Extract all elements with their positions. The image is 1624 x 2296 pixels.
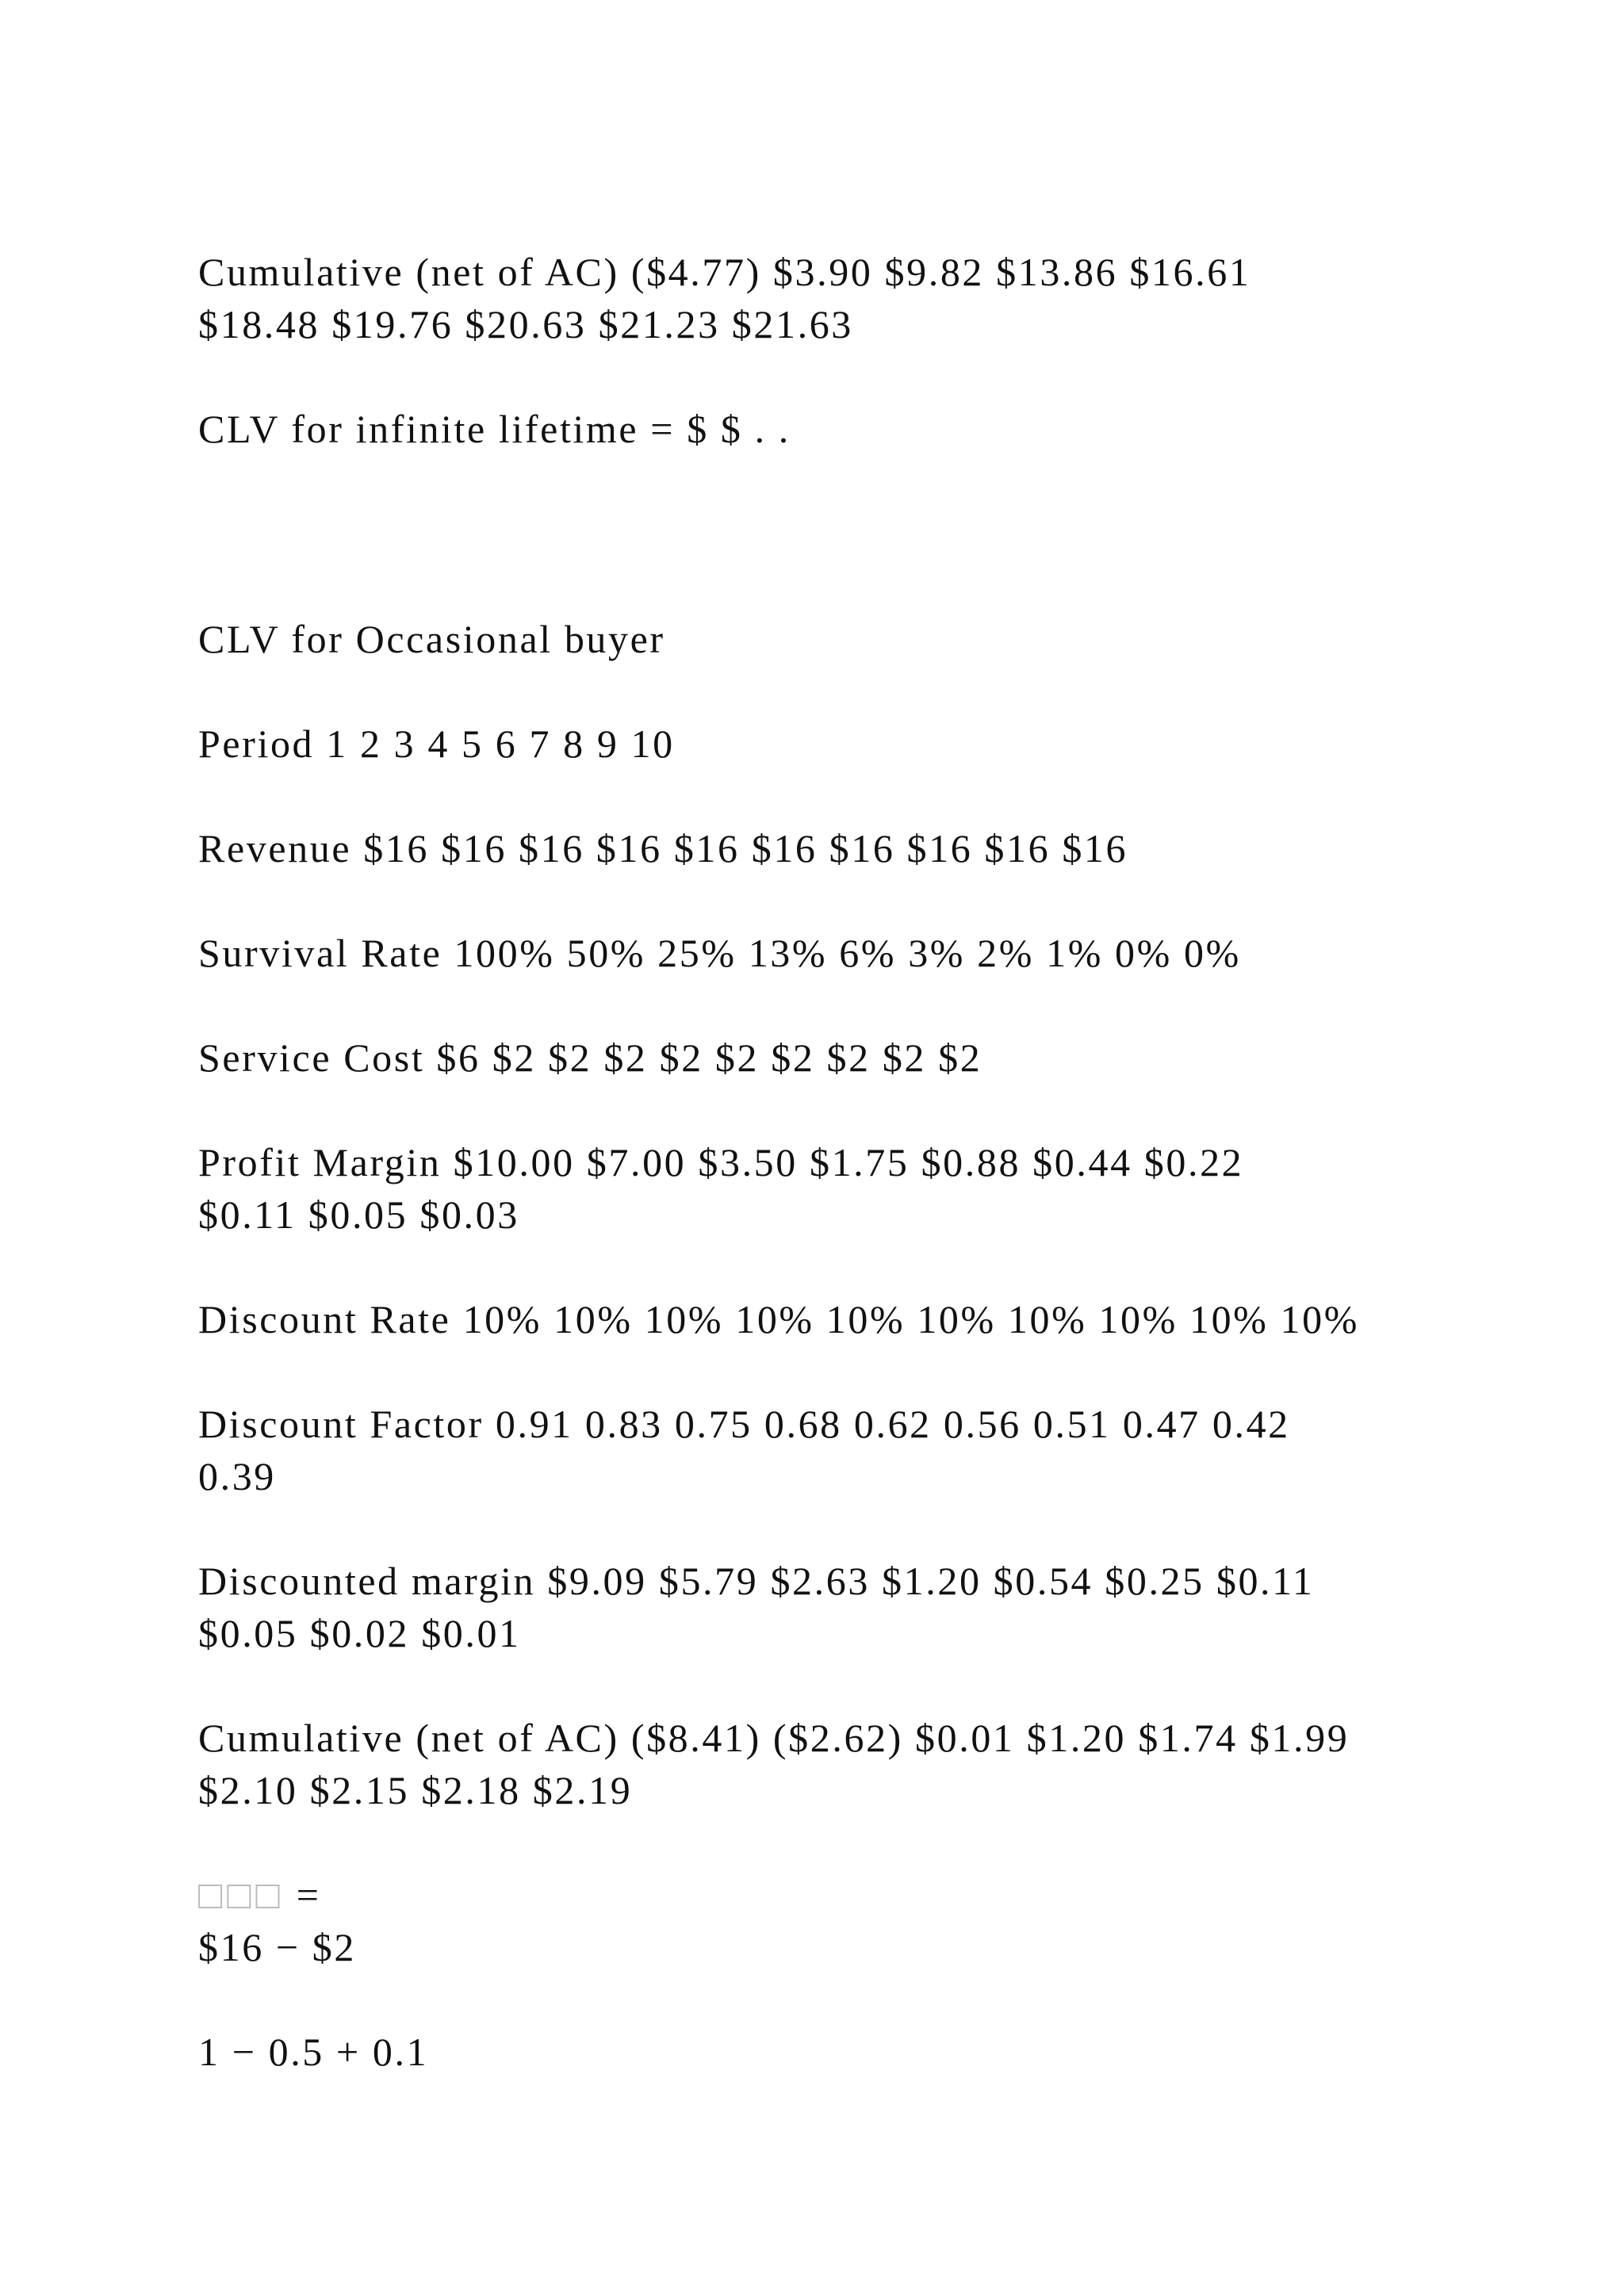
service-cost-row: Service Cost $6 $2 $2 $2 $2 $2 $2 $2 $2 $2	[198, 1035, 982, 1080]
clv-infinite-paragraph	[198, 403, 1467, 455]
discount-factor-line-2: 0.39	[198, 1454, 276, 1498]
formula-equals: =	[284, 1873, 321, 1917]
discount-factor-paragraph	[198, 1398, 1467, 1502]
cumulative-top-line-1: Cumulative (net of AC) ($4.77) $3.90 $9.82 $13.86 $16.61	[198, 250, 1251, 294]
discounted-margin-line-2: $0.05 $0.02 $0.01	[198, 1611, 521, 1655]
survival-paragraph	[198, 927, 1467, 979]
document-body	[198, 246, 1467, 2130]
discount-rate-row: Discount Rate 10% 10% 10% 10% 10% 10% 10% 10% 10% 10%	[198, 1297, 1359, 1341]
discount-rate-paragraph	[198, 1293, 1467, 1345]
discounted-margin-line-1: Discounted margin $9.09 $5.79 $2.63 $1.20 $0.54 $0.25 $0.11	[198, 1559, 1315, 1603]
cumulative-bottom-paragraph	[198, 1712, 1467, 1816]
formula-placeholder-glyphs: □□□	[198, 1873, 285, 1917]
formula-denominator: 1 − 0.5 + 0.1	[198, 2030, 429, 2074]
discounted-margin-paragraph	[198, 1555, 1467, 1659]
profit-margin-line-2: $0.11 $0.05 $0.03	[198, 1192, 519, 1237]
formula-lhs-line	[198, 1869, 1467, 1921]
survival-rate-row: Survival Rate 100% 50% 25% 13% 6% 3% 2% 1% 0% 0%	[198, 931, 1241, 975]
cumulative-bottom-line-1: Cumulative (net of AC) ($8.41) ($2.62) $0.01 $1.20 $1.74 $1.99	[198, 1716, 1350, 1760]
period-row: Period 1 2 3 4 5 6 7 8 9 10	[198, 721, 675, 766]
cumulative-bottom-line-2: $2.10 $2.15 $2.18 $2.19	[198, 1768, 633, 1812]
blank-gap	[198, 507, 1467, 613]
revenue-paragraph	[198, 822, 1467, 874]
profit-margin-paragraph	[198, 1136, 1467, 1241]
section-heading-paragraph	[198, 613, 1467, 665]
formula-numerator: $16 − $2	[198, 1925, 356, 1969]
cumulative-top-line-2: $18.48 $19.76 $20.63 $21.23 $21.63	[198, 302, 853, 346]
formula-paragraph	[198, 1869, 1467, 1973]
formula-denominator-paragraph	[198, 2026, 1467, 2078]
cumulative-top-paragraph	[198, 246, 1467, 350]
section-heading: CLV for Occasional buyer	[198, 617, 665, 661]
profit-margin-line-1: Profit Margin $10.00 $7.00 $3.50 $1.75 $0.88 $0.44 $0.22	[198, 1140, 1244, 1184]
discount-factor-line-1: Discount Factor 0.91 0.83 0.75 0.68 0.62 0.56 0.51 0.47 0.42	[198, 1402, 1290, 1446]
clv-infinite-line: CLV for infinite lifetime = $ $ . .	[198, 407, 791, 451]
service-cost-paragraph	[198, 1031, 1467, 1084]
revenue-row: Revenue $16 $16 $16 $16 $16 $16 $16 $16 $16 $16	[198, 826, 1128, 871]
period-paragraph	[198, 718, 1467, 770]
